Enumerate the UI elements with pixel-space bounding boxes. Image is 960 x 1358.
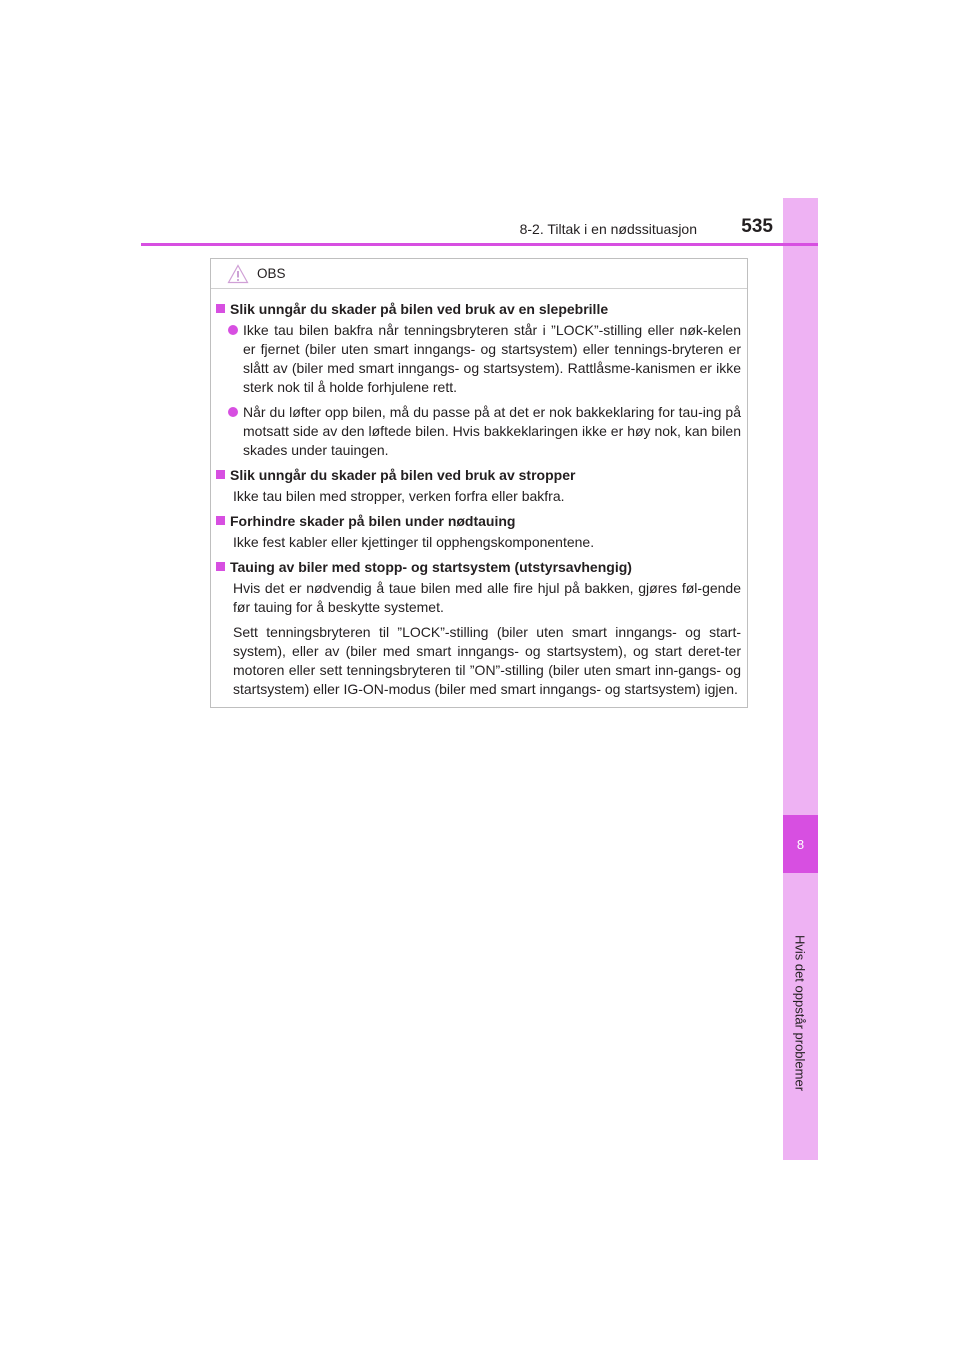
chapter-number: 8 <box>796 836 805 852</box>
caution-section <box>216 300 741 460</box>
caution-section <box>216 558 741 699</box>
square-bullet-icon <box>216 562 225 571</box>
caution-label: OBS <box>257 266 286 281</box>
circle-bullet-icon <box>228 407 238 417</box>
chapter-title: Hvis det oppstår problemer <box>792 934 808 1092</box>
square-bullet-icon <box>216 304 225 313</box>
square-bullet-icon <box>216 470 225 479</box>
caution-box <box>210 258 748 708</box>
page-number: 535 <box>741 216 773 237</box>
bullet-item: Når du løfter opp bilen, må du passe på at det er nok bakkeklaring for tau-ing på motsatt side av den løftede bilen. Hvis bakkeklaringen ikke er høy nok, kan bilen skades under tauingen. <box>228 403 741 460</box>
section-heading: Tauing av biler med stopp- og startsystem (utstyrsavhengig) <box>216 558 741 577</box>
caution-header <box>211 259 747 289</box>
caution-body <box>211 289 747 699</box>
warning-triangle-icon <box>227 264 249 284</box>
section-paragraph: Ikke fest kabler eller kjettinger til opphengskomponentene. <box>233 534 595 550</box>
section-paragraph: Ikke tau bilen med stropper, verken forfra eller bakfra. <box>233 488 565 504</box>
bullet-item: Ikke tau bilen bakfra når tenningsbryteren står i ”LOCK”-stilling eller nøk-kelen er fjernet (biler uten smart inngangs- og startsystem) eller tennings-bryteren er slått av (biler med smart inngangs- og startsystem). Rattlåsme-kanismen er ikke sterk nok til å holde forhjulene rett. <box>228 321 741 397</box>
square-bullet-icon <box>216 516 225 525</box>
section-paragraph: Hvis det er nødvendig å taue bilen med alle fire hjul på bakken, gjøres føl-gende før tauing for å beskytte systemet. <box>233 580 741 615</box>
section-heading: Slik unngår du skader på bilen ved bruk av en slepebrille <box>216 300 741 319</box>
circle-bullet-icon <box>228 325 238 335</box>
header-rule <box>141 243 818 246</box>
section-heading: Slik unngår du skader på bilen ved bruk av stropper <box>216 466 741 485</box>
section-paragraph: Sett tenningsbryteren til ”LOCK”-stilling (biler uten smart inngangs- og start-system), eller av (biler med smart inngangs- og startsystem), og start deret-ter motoren eller sett tenningsbryteren til ”ON”-stilling (biler uten smart inn-gangs- og startsystem) eller IG-ON-modus (biler med smart inngangs- og startsystem) igjen. <box>233 624 741 697</box>
caution-section <box>216 466 741 506</box>
chapter-number-badge <box>783 815 818 873</box>
section-heading: Forhindre skader på bilen under nødtauing <box>216 512 741 531</box>
caution-section <box>216 512 741 552</box>
section-title: 8-2. Tiltak i en nødssituasjon <box>519 221 697 237</box>
